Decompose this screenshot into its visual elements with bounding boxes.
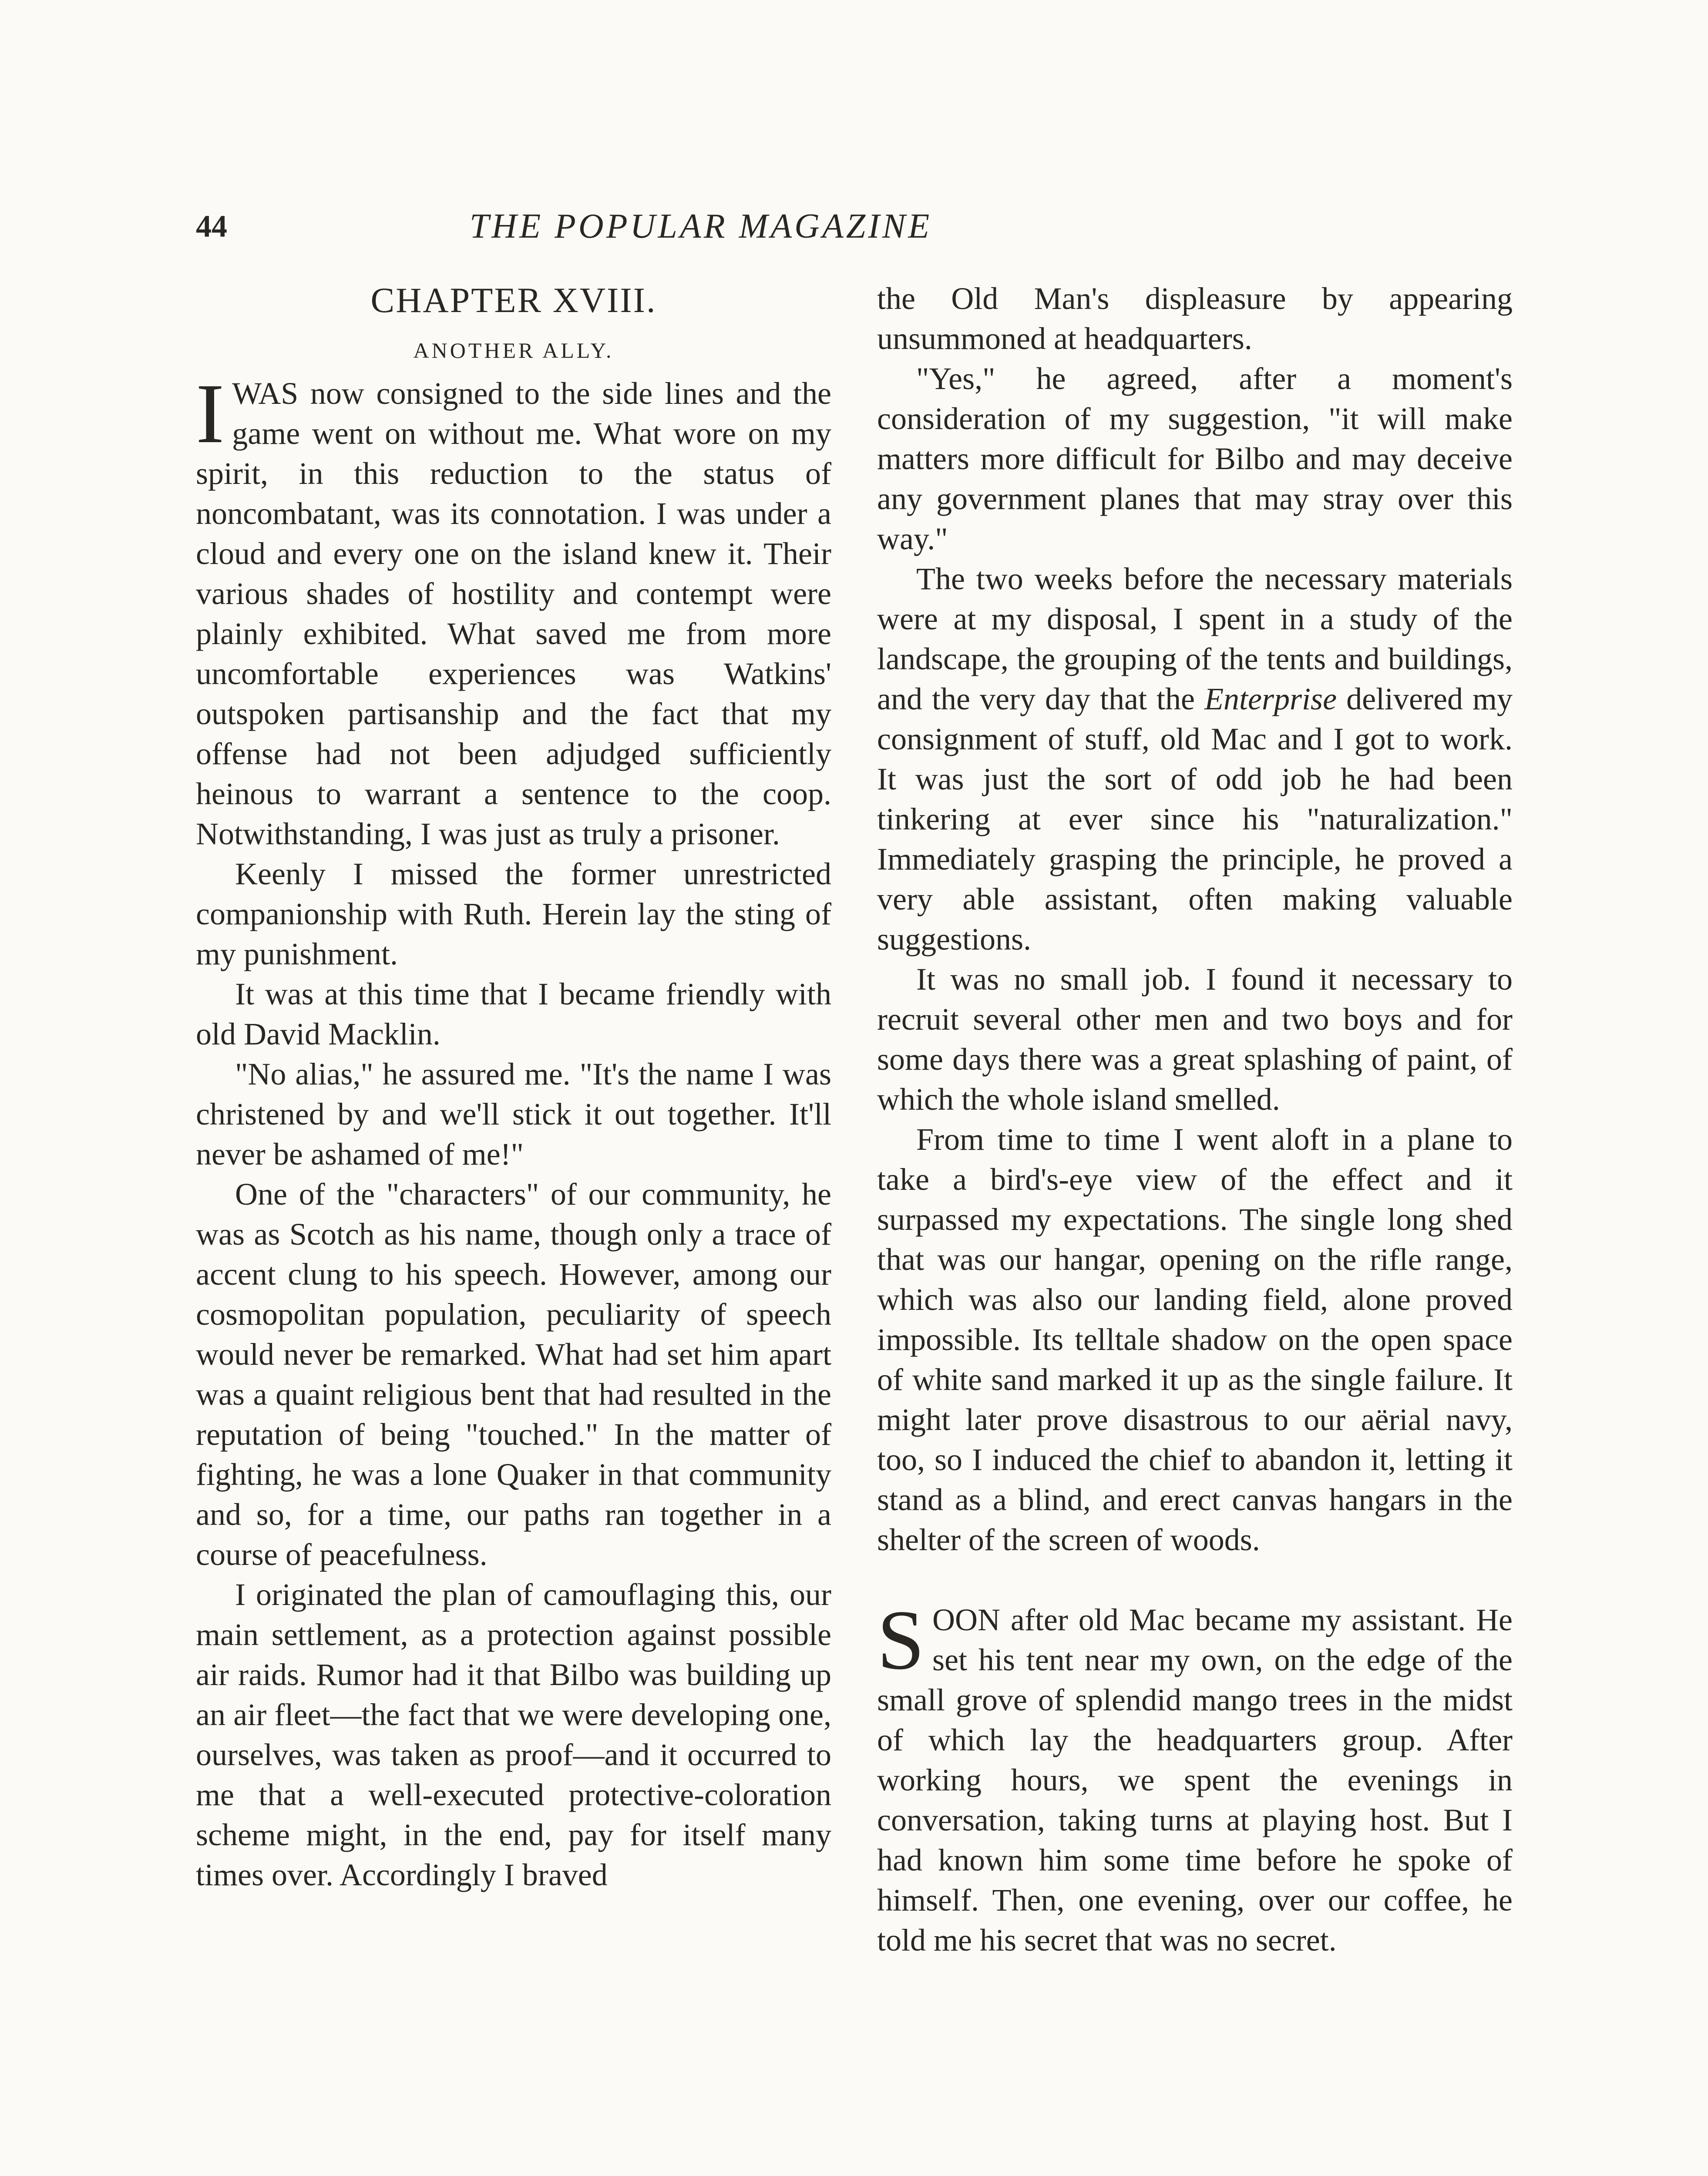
drop-cap-s: S xyxy=(877,1593,925,1687)
paragraph: "No alias," he assured me. "It's the name I was christened by and we'll stick it out together. It'll never be ashamed of me!" xyxy=(196,1057,831,1172)
paragraph-opening xyxy=(196,366,831,854)
right-column xyxy=(877,279,1513,1960)
paragraph: It was no small job. I found it necessary to recruit several other men and two boys and for some days there was a great splashing of paint, of which the whole island smelled. xyxy=(877,962,1513,1117)
paragraph xyxy=(877,559,1513,959)
paragraph: It was at this time that I became friendly with old David Macklin. xyxy=(196,977,831,1051)
section-break xyxy=(877,1560,1513,1600)
paragraph-section-opening-text: OON after old Mac became my assistant. He set his tent near my own, on the edge of the small grove of splendid mango trees in the midst of which lay the headquarters group. After working hours, we spent the evenings in conversation, taking turns at playing host. But I had known him some time before he spoke of himself. Then, one evening, over our coffee, he told me his secret that was no secret. xyxy=(877,1602,1513,1958)
drop-cap-i: I xyxy=(196,366,225,461)
paragraph: Keenly I missed the former unrestricted companionship with Ruth. Herein lay the sting of my punishment. xyxy=(196,856,831,971)
paragraph-section-opening xyxy=(877,1593,1513,1960)
page-number: 44 xyxy=(196,209,227,244)
magazine-title: THE POPULAR MAGAZINE xyxy=(469,207,932,245)
paragraph-text: The two weeks before the necessary materials were at my disposal, I spent in a study of the landscape, the grouping of the tents and buildings, and the very day that the xyxy=(877,561,1513,716)
paragraph-continued: the Old Man's displeasure by appearing unsummoned at headquarters. xyxy=(877,281,1513,356)
ship-name: Enterprise xyxy=(1204,682,1337,716)
paragraph-text: delivered my consignment of stuff, old Mac and I got to work. It was just the sort of odd job he had been tinkering at ever since his "naturalization." Immediately grasping the principle, he proved a very able assistant, often making valuable suggestions. xyxy=(877,682,1513,957)
paragraph: From time to time I went aloft in a plane to take a bird's-eye view of the effect and it surpassed my expectations. The single long shed that was our hangar, opening on the rifle range, which was also our landing field, alone proved impossible. Its telltale shadow on the open space of white sand marked it up as the single failure. It might later prove disastrous to our aërial navy, too, so I induced the chief to abandon it, letting it stand as a blind, and erect canvas hangars in the shelter of the screen of woods. xyxy=(877,1122,1513,1557)
chapter-title: CHAPTER XVIII. xyxy=(370,280,657,320)
paragraph-opening-text: WAS now consigned to the side lines and the game went on without me. What wore on my spirit, in this reduction to the status of noncombatant, was its connotation. I was under a cloud and every one on the island knew it. Their various shades of hostility and contempt were plainly exhibited. What saved me from more uncomfortable experiences was Watkins' outspoken partisanship and the fact that my offense had not been adjudged sufficiently heinous to warrant a sentence to the coop. Notwithstanding, I was just as truly a prisoner. xyxy=(196,376,831,851)
paragraph: I originated the plan of camouflaging this, our main settlement, as a protection against possible air raids. Rumor had it that Bilbo was building up an air fleet—the fact that we were developing one, ourselves, was taken as proof—and it occurred to me that a well-executed protective-coloration scheme might, in the end, pay for itself many times over. Accordingly I braved xyxy=(196,1577,831,1892)
left-column xyxy=(196,279,831,1895)
paragraph: "Yes," he agreed, after a moment's consideration of my suggestion, "it will make matters more difficult for Bilbo and may deceive any government planes that may stray over this way." xyxy=(877,361,1513,556)
running-head xyxy=(196,205,1206,252)
paragraph: One of the "characters" of our community, he was as Scotch as his name, though only a trace of accent clung to his speech. However, among our cosmopolitan population, peculiarity of speech would never be remarked. What had set him apart was a quaint religious bent that had resulted in the reputation of being "touched." In the matter of fighting, he was a lone Quaker in that community and so, for a time, our paths ran together in a course of peacefulness. xyxy=(196,1177,831,1572)
chapter-subtitle: ANOTHER ALLY. xyxy=(413,338,614,363)
